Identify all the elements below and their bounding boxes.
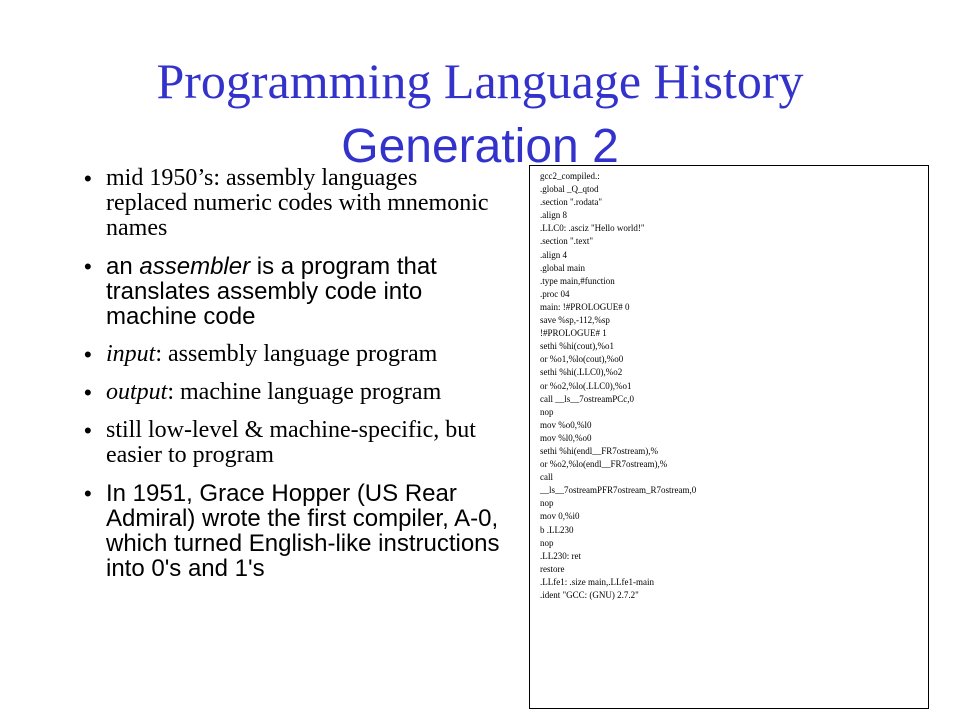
- bullet-post-3: : assembly language program: [155, 341, 438, 367]
- code-line: gcc2_compiled.:: [540, 171, 600, 181]
- code-line: .align 8: [540, 210, 567, 221]
- bullet-em-4: output: [106, 379, 168, 405]
- code-line: .type main,#function: [540, 275, 615, 286]
- slide-title-line-2: Generation 2: [341, 120, 619, 173]
- bullet-item-3: [84, 342, 504, 367]
- bullet-item-2: [84, 254, 504, 329]
- code-line: .LLfe1: .size main,.LLfe1-main: [540, 576, 654, 587]
- bullet-text-5: still low-level & machine-specific, but easier to program: [106, 417, 476, 468]
- code-line: sethi %hi(cout),%o1: [540, 341, 614, 352]
- code-line: call __ls__7ostreamPCc,0: [540, 393, 634, 404]
- code-line: mov %l0,%o0: [540, 432, 592, 443]
- code-line: .LLC0: .asciz "Hello world!": [540, 223, 645, 234]
- bullet-em-3: input: [106, 341, 156, 367]
- bullet-text-6: In 1951, Grace Hopper (US Rear Admiral) wrote the first compiler, A-0, which turned English-like instructions into 0's and 1's: [106, 480, 500, 582]
- code-line: .align 4: [540, 249, 567, 260]
- bullet-post-4: : machine language program: [167, 379, 442, 405]
- bullet-item-5: [84, 418, 504, 468]
- code-line: __ls__7ostreamPFR7ostream_R7ostream,0: [540, 485, 697, 496]
- bullet-item-6: [84, 481, 504, 581]
- code-line: or %o1,%lo(cout),%o0: [540, 354, 624, 365]
- code-line: .section ".text": [540, 236, 594, 247]
- code-line: call: [540, 472, 553, 483]
- assembly-code-box: [529, 165, 929, 709]
- slide-title-line-1: Programming Language History: [156, 53, 804, 109]
- code-line: save %sp,-112,%sp: [540, 315, 610, 326]
- code-line: mov %o0,%l0: [540, 419, 592, 430]
- code-line: .global _Q_qtod: [540, 184, 599, 195]
- bullet-em-2: assembler: [139, 253, 251, 280]
- code-line: nop: [540, 498, 554, 509]
- code-line: main: !#PROLOGUE# 0: [540, 301, 630, 312]
- code-line: .global main: [540, 262, 585, 273]
- code-line: .section ".rodata": [540, 197, 603, 208]
- code-line: sethi %hi(.LLC0),%o2: [540, 367, 623, 378]
- bullet-pre-2: an: [106, 253, 140, 280]
- code-line: .ident "GCC: (GNU) 2.7.2": [540, 590, 639, 600]
- bullet-item-4: [84, 380, 504, 405]
- code-line: restore: [540, 563, 565, 574]
- bullet-text-1: mid 1950’s: assembly languages replaced numeric codes with mnemonic names: [106, 165, 489, 241]
- code-line: or %o2,%lo(endl__FR7ostream),%: [540, 459, 668, 470]
- code-line: b .LL230: [540, 524, 574, 535]
- bullet-item-1: [84, 166, 504, 241]
- bullet-list: [84, 166, 504, 594]
- code-line: mov 0,%i0: [540, 511, 580, 522]
- code-line: sethi %hi(endl__FR7ostream),%: [540, 445, 658, 456]
- code-line: or %o2,%lo(.LLC0),%o1: [540, 380, 632, 391]
- code-line: nop: [540, 406, 554, 417]
- bullet-post-2: is a program that translates assembly code into machine code: [106, 253, 437, 330]
- code-line: nop: [540, 537, 554, 548]
- code-line: !#PROLOGUE# 1: [540, 328, 607, 339]
- code-line: .proc 04: [540, 288, 570, 299]
- code-line: .LL230: ret: [540, 550, 581, 561]
